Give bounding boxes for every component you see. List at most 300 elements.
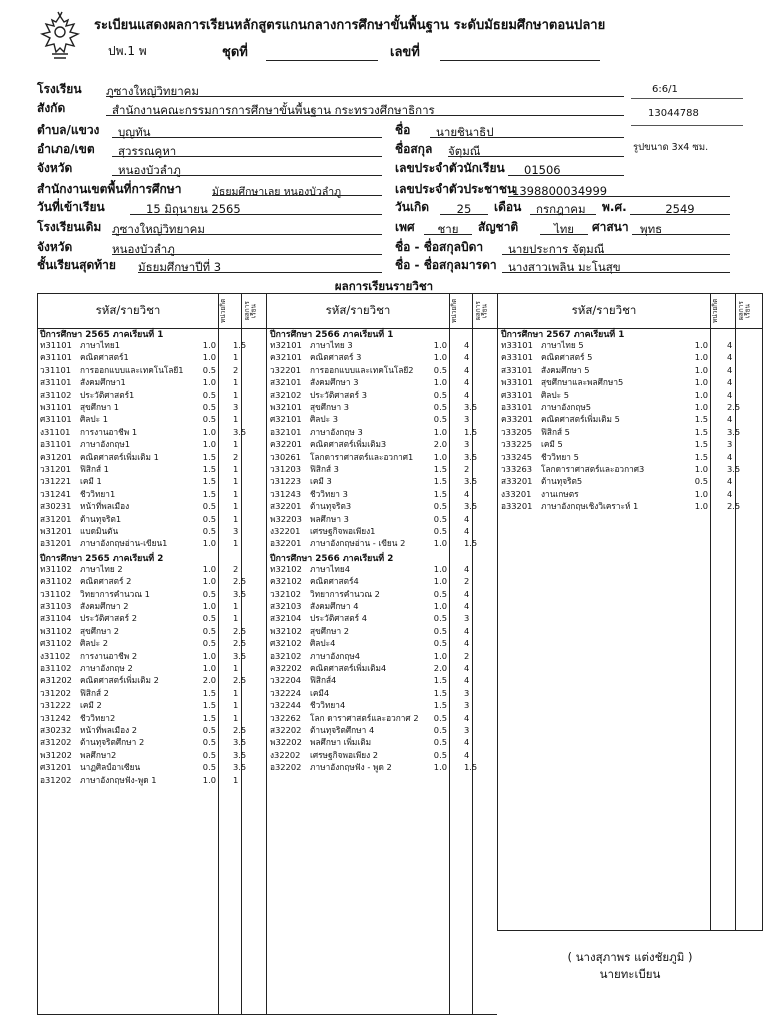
credit-value: 1.5 <box>202 476 216 487</box>
subject-name: สังคมศึกษา 3 <box>310 377 359 388</box>
mother-field: นางสาวเพลิน มะโนสุข <box>502 256 730 273</box>
subject-name: เคมี 3 <box>310 476 332 487</box>
subject-name: ภาษาอังกฤษอ่าน-เขียน1 <box>80 538 168 549</box>
document-title: ระเบียนแสดงผลการเรียนหลักสูตรแกนกลางการศึกษาขั้นพื้นฐาน ระดับมัธยมศึกษาตอนปลาย <box>94 18 606 33</box>
subject-row <box>38 438 758 450</box>
grade-value: 3 <box>464 414 470 425</box>
subject-code: ส31202 <box>40 737 72 748</box>
credit-value: 1.5 <box>433 464 447 474</box>
grade-value: 2.5 <box>233 576 247 587</box>
subject-code: ว30261 <box>270 451 302 462</box>
credit-value: 1.0 <box>433 426 447 437</box>
credit-value: 0.5 <box>694 476 708 487</box>
credit-value: 0.5 <box>202 749 216 760</box>
grade-value: 4 <box>464 675 470 686</box>
grade-header: ผลการเรียน <box>243 301 258 321</box>
credit-value: 1.5 <box>433 476 447 487</box>
subject-name: ศิลปะ4 <box>310 638 336 649</box>
grade-value: 3 <box>233 526 239 536</box>
subject-name: ภาษาไทย 3 <box>310 340 353 350</box>
subject-code: ว31242 <box>40 712 72 723</box>
grade-value: 1 <box>233 389 239 400</box>
subject-row <box>38 588 758 600</box>
credit-value: 0.5 <box>202 638 216 649</box>
credit-value: 1.5 <box>433 488 447 499</box>
term-heading: ปีการศึกษา 2565 ภาคเรียนที่ 1 <box>40 330 164 340</box>
grade-value: 4 <box>464 601 470 611</box>
credit-value: 1.0 <box>433 451 447 462</box>
grade-value: 3.5 <box>233 588 247 599</box>
subject-name: ศิลปะ 1 <box>80 414 108 425</box>
grade-value: 4 <box>727 488 733 499</box>
subject-name: การงานอาชีพ 1 <box>80 426 138 437</box>
subject-name: การออกแบบและเทคโนโลยี2 <box>310 364 414 375</box>
credit-value: 1.0 <box>694 488 708 499</box>
grade-value: 3.5 <box>233 650 247 661</box>
subject-name: ศิลปะ 5 <box>541 389 569 400</box>
subject-code: ศ31102 <box>40 638 72 649</box>
photo-box-line <box>631 98 743 99</box>
subject-code: ว33263 <box>501 464 533 474</box>
grade-value: 4 <box>464 364 470 375</box>
grade-value: 2.5 <box>233 625 247 636</box>
grade-value: 4 <box>464 389 470 400</box>
grade-value: 3.5 <box>233 762 247 773</box>
subject-name: แบดมินตัน <box>80 526 119 536</box>
subject-code: ส33101 <box>501 364 533 375</box>
subject-code: ส33201 <box>501 476 533 487</box>
subject-name: ต้านทุจริตศึกษา 4 <box>310 725 375 735</box>
photo-box-line2 <box>631 125 743 126</box>
subject-name: คณิตศาสตร์เพิ่มเติม4 <box>310 663 387 673</box>
subject-code: ค31201 <box>40 451 72 462</box>
subject-row <box>38 612 758 624</box>
subject-row <box>38 525 758 537</box>
subject-name: คณิตศาสตร์เพิ่มเติม3 <box>310 439 387 450</box>
credit-value: 1.0 <box>694 352 708 363</box>
subject-name: ภาษาอังกฤษ1 <box>80 439 131 450</box>
subject-name: โลกดาราศาสตร์และอวกาศ3 <box>541 464 645 474</box>
subject-code: อ31101 <box>40 439 72 450</box>
subject-code: ส32103 <box>270 601 302 611</box>
subject-row <box>38 426 758 438</box>
grade-value: 3.5 <box>464 402 478 412</box>
grade-value: 1 <box>233 601 239 611</box>
grade-value: 3 <box>233 402 239 412</box>
subject-code: ว33225 <box>501 439 533 450</box>
birth-month-label: เดือน <box>494 200 522 214</box>
subject-row <box>38 600 758 612</box>
grade-value: 1 <box>233 501 239 512</box>
grade-value: 2.5 <box>233 638 247 649</box>
number-label: เลขที่ <box>390 45 420 60</box>
subject-code: พ33101 <box>501 377 533 388</box>
subject-name: พลศึกษา 3 <box>310 513 349 524</box>
subject-code: อ32102 <box>270 650 302 661</box>
credit-value: 0.5 <box>433 588 447 599</box>
subject-name: หน้าที่พลเมือง <box>80 501 130 512</box>
mother-label: ชื่อ - ชื่อสกุลมารดา <box>395 258 497 272</box>
subject-row <box>38 513 758 525</box>
grade-value: 1 <box>233 488 239 499</box>
credit-value: 0.5 <box>202 762 216 773</box>
grade-value: 4 <box>464 563 470 574</box>
father-label: ชื่อ - ชื่อสกุลบิดา <box>395 240 484 254</box>
subject-name: ต้านทุจริต5 <box>541 476 583 487</box>
sex-field: ชาย <box>424 218 472 235</box>
prev-province-label: จังหวัด <box>37 240 73 254</box>
subject-code: ว31222 <box>40 700 72 711</box>
subdistrict-label: ตำบล/แขวง <box>37 123 100 137</box>
credit-value: 0.5 <box>433 613 447 624</box>
term-heading: ปีการศึกษา 2567 ภาคเรียนที่ 1 <box>501 330 625 340</box>
subject-name: โลกดาราศาสตร์และอวกาศ1 <box>310 451 414 462</box>
grade-value: 3.5 <box>727 464 741 474</box>
subject-row <box>38 774 758 786</box>
subject-code: ว31201 <box>40 464 72 474</box>
affiliation-field: สำนักงานคณะกรรมการการศึกษาขั้นพื้นฐาน กระทรวงศึกษาธิการ <box>106 99 624 116</box>
subject-code: ง33201 <box>501 488 532 499</box>
subject-name: การงานอาชีพ 2 <box>80 650 138 661</box>
grade-value: 2 <box>233 563 239 574</box>
subject-name: ต้านทุจริต3 <box>310 501 352 512</box>
grade-value: 4 <box>464 625 470 636</box>
subject-code: ว32204 <box>270 675 302 686</box>
grade-value: 4 <box>464 588 470 599</box>
surname-field: จัตุมณี <box>448 140 624 157</box>
subdistrict-field: บุญทัน <box>112 121 382 138</box>
grade-value: 4 <box>727 352 733 363</box>
subject-code: อ32201 <box>270 538 302 549</box>
grade-value: 3.5 <box>727 426 741 437</box>
credit-value: 1.0 <box>202 576 216 587</box>
subject-row <box>38 662 758 674</box>
grade-value: 3 <box>464 439 470 450</box>
credit-value: 0.5 <box>433 364 447 375</box>
grade-value: 4 <box>727 414 733 425</box>
grade-value: 3 <box>464 687 470 698</box>
subject-code: ว33245 <box>501 451 533 462</box>
credit-value: 1.5 <box>694 439 708 450</box>
province-field: หนองบัวลำภู <box>112 159 382 176</box>
grade-value: 4 <box>727 389 733 400</box>
birth-day-field: 25 <box>440 198 488 215</box>
credit-value: 0.5 <box>433 513 447 524</box>
subject-code: ศ32102 <box>270 638 302 649</box>
subject-name: เศรษฐกิจพอเพียง 2 <box>310 749 379 760</box>
credit-header: หน่วยกิต <box>711 298 719 324</box>
subject-row <box>38 475 758 487</box>
subject-name: ฟิสิกส์ 5 <box>541 426 570 437</box>
grade-value: 3.5 <box>233 426 247 437</box>
grade-value: 1 <box>233 613 239 624</box>
grade-value: 1 <box>233 700 239 711</box>
affiliation-label: สังกัด <box>37 101 66 115</box>
header-divider <box>38 328 762 329</box>
subject-header: รหัส/รายวิชา <box>325 303 391 317</box>
subject-name: ภาษาอังกฤษเชิงวิเคราะห์ 1 <box>541 501 639 512</box>
credit-value: 1.5 <box>202 488 216 499</box>
grade-value: 1 <box>233 687 239 698</box>
subject-row <box>38 364 758 376</box>
grade-value: 4 <box>464 737 470 748</box>
subject-code: ส31101 <box>40 377 72 388</box>
credit-value: 0.5 <box>433 712 447 723</box>
subject-code: ง32201 <box>270 526 301 536</box>
subject-row <box>38 761 758 773</box>
credit-value: 0.5 <box>202 625 216 636</box>
subject-code: ท32101 <box>270 340 302 350</box>
subject-code: ง32202 <box>270 749 301 760</box>
credit-value: 0.5 <box>202 501 216 512</box>
subject-row <box>38 376 758 388</box>
subject-name: หน้าที่พลเมือง 2 <box>80 725 138 735</box>
grade-value: 1.5 <box>464 538 478 549</box>
term-heading: ปีการศึกษา 2566 ภาคเรียนที่ 2 <box>270 553 394 564</box>
credit-value: 1.0 <box>433 563 447 574</box>
subject-name: ประวัติศาสตร์ 4 <box>310 613 367 624</box>
grade-value: 4 <box>464 513 470 524</box>
subject-code: ส31201 <box>40 513 72 524</box>
district-field: สุวรรณคูหา <box>112 140 382 157</box>
student-id-field: 01506 <box>508 159 624 176</box>
credit-value: 2.0 <box>433 439 447 450</box>
subject-header: รหัส/รายวิชา <box>95 303 161 317</box>
subject-code: ว32244 <box>270 700 302 711</box>
grade-value: 1 <box>233 476 239 487</box>
subject-name: ต้านทุจริตศึกษา 2 <box>80 737 145 748</box>
subject-code: อ31202 <box>40 774 72 785</box>
subject-name: เคมี 2 <box>80 700 102 711</box>
subject-name: ศิลปะ 2 <box>80 638 108 649</box>
subject-code: ศ33101 <box>501 389 533 400</box>
subject-code: ส32102 <box>270 389 302 400</box>
subject-code: ว32224 <box>270 687 302 698</box>
subject-row <box>38 687 758 699</box>
subject-name: ภาษาไทย 5 <box>541 340 584 350</box>
grade-value: 1 <box>233 712 239 723</box>
grade-value: 4 <box>464 526 470 536</box>
subject-name: ภาษาอังกฤษ4 <box>310 650 361 661</box>
garuda-emblem-icon <box>38 10 82 62</box>
credit-value: 1.0 <box>433 601 447 611</box>
subject-name: ชีววิทยา1 <box>80 488 116 499</box>
subject-name: ฟิสิกส์4 <box>310 675 337 686</box>
subject-code: ว31241 <box>40 488 72 499</box>
credit-value: 1.5 <box>202 451 216 462</box>
grade-value: 2 <box>464 464 470 474</box>
subject-code: ท32102 <box>270 563 302 574</box>
credit-value: 1.0 <box>694 402 708 412</box>
subject-code: พ31101 <box>40 402 72 412</box>
subject-name: ต้านทุจริต1 <box>80 513 122 524</box>
subject-code: พ31102 <box>40 625 72 636</box>
subject-name: ฟิสิกส์ 2 <box>80 687 109 698</box>
grade-value: 4 <box>464 377 470 388</box>
subject-name: ภาษาอังกฤษฟัง - พูด 2 <box>310 762 392 773</box>
subject-name: สังคมศึกษา1 <box>80 377 126 388</box>
subject-code: ค32201 <box>270 439 302 450</box>
set-value-field <box>266 43 378 61</box>
subject-name: วิทยาการคำนวณ 1 <box>80 588 150 599</box>
credit-value: 0.5 <box>433 501 447 512</box>
subject-header: รหัส/รายวิชา <box>571 303 637 317</box>
credit-value: 1.0 <box>433 377 447 388</box>
credit-value: 1.5 <box>433 700 447 711</box>
subject-code: ง31101 <box>40 426 71 437</box>
subject-row <box>38 637 758 649</box>
subject-name: สุขศึกษา 3 <box>310 402 350 412</box>
grade-value: 1 <box>233 439 239 450</box>
credit-value: 1.0 <box>433 538 447 549</box>
signature-box <box>497 930 763 1016</box>
credit-header: หน่วยกิต <box>450 298 458 324</box>
credit-value: 1.0 <box>433 762 447 773</box>
grade-value: 4 <box>727 451 733 462</box>
grade-value: 4 <box>464 749 470 760</box>
subject-code: ค31202 <box>40 675 72 686</box>
entry-date-label: วันที่เข้าเรียน <box>37 200 105 214</box>
subject-code: ส32202 <box>270 725 302 735</box>
credit-value: 1.0 <box>433 352 447 363</box>
grade-value: 2.5 <box>727 501 741 512</box>
subject-name: ภาษาอังกฤษ 2 <box>80 663 133 673</box>
subject-code: ศ31201 <box>40 762 72 773</box>
credit-value: 1.5 <box>694 451 708 462</box>
credit-value: 1.0 <box>202 650 216 661</box>
credit-value: 1.5 <box>202 464 216 474</box>
subject-name: คณิตศาสตร์1 <box>80 352 129 363</box>
subject-code: ว32262 <box>270 712 302 723</box>
subject-name: ชีววิทยา2 <box>80 712 116 723</box>
credit-value: 0.5 <box>202 402 216 412</box>
subject-name: การออกแบบและเทคโนโลยี1 <box>80 364 184 375</box>
subject-code: ว31101 <box>40 364 72 375</box>
subject-name: ภาษาอังกฤษ 3 <box>310 426 363 437</box>
subject-name: เคมี 1 <box>80 476 102 487</box>
credit-value: 0.5 <box>433 526 447 536</box>
grade-value: 3.5 <box>464 476 478 487</box>
subject-code: ว31221 <box>40 476 72 487</box>
grade-value: 2.5 <box>233 725 247 735</box>
subject-name: เคมี 5 <box>541 439 563 450</box>
subject-code: ท31101 <box>40 340 72 350</box>
grade-value: 1 <box>233 774 239 785</box>
subject-name: สังคมศึกษา 5 <box>541 364 590 375</box>
subject-name: ภาษาอังกฤษอ่าน - เขียน 2 <box>310 538 406 549</box>
subject-code: ค32202 <box>270 663 302 673</box>
subject-name: คณิตศาสตร์เพิ่มเติม 5 <box>541 414 620 425</box>
grade-value: 1 <box>233 352 239 363</box>
credit-value: 1.0 <box>202 601 216 611</box>
subject-row <box>38 712 758 724</box>
credit-value: 1.5 <box>202 712 216 723</box>
credit-value: 1.0 <box>433 576 447 587</box>
subject-code: อ33101 <box>501 402 533 412</box>
nationality-field: ไทย <box>540 218 588 235</box>
grade-value: 3.5 <box>464 451 478 462</box>
credit-value: 1.0 <box>202 563 216 574</box>
religion-label: ศาสนา <box>592 220 629 234</box>
subject-name: วิทยาการคำนวณ 2 <box>310 588 380 599</box>
results-table <box>37 293 763 1015</box>
subject-row <box>38 724 758 736</box>
grade-value: 1 <box>233 377 239 388</box>
subject-code: ว31223 <box>270 476 302 487</box>
credit-value: 1.0 <box>202 439 216 450</box>
subject-name: ภาษาไทย4 <box>310 563 351 574</box>
subject-name: คณิตศาสตร์เพิ่มเติม 1 <box>80 451 159 462</box>
district-label: อำเภอ/เขต <box>37 142 95 156</box>
subject-code: ศ31101 <box>40 414 72 425</box>
entry-date-field: 15 มิถุนายน 2565 <box>130 198 382 215</box>
credit-value: 0.5 <box>202 737 216 748</box>
name-label: ชื่อ <box>395 123 411 137</box>
grade-value: 4 <box>727 377 733 388</box>
set-label: ชุดที่ <box>222 45 248 60</box>
grade-value: 4 <box>727 476 733 487</box>
subject-code: พ32102 <box>270 625 302 636</box>
subject-code: ว33205 <box>501 426 533 437</box>
grade-value: 2 <box>233 364 239 375</box>
grade-value: 1 <box>233 464 239 474</box>
subject-code: ส32201 <box>270 501 302 512</box>
grade-value: 2 <box>464 576 470 587</box>
grade-value: 1.5 <box>464 762 478 773</box>
credit-value: 1.0 <box>202 352 216 363</box>
credit-value: 1.0 <box>433 340 447 350</box>
number-value-field <box>440 43 600 61</box>
subject-code: ส32104 <box>270 613 302 624</box>
prev-school-field: ภูซางใหญ่วิทยาคม <box>112 218 382 235</box>
subject-code: อ32101 <box>270 426 302 437</box>
results-title: ผลการเรียนรายวิชา <box>334 279 434 293</box>
credit-value: 0.5 <box>433 725 447 735</box>
subject-name: ภาษาอังกฤษ5 <box>541 402 592 412</box>
subject-code: ส31103 <box>40 601 72 611</box>
subject-row <box>38 537 758 549</box>
subject-name: งานเกษตร <box>541 488 579 499</box>
subject-name: ประวัติศาสตร์ 2 <box>80 613 137 624</box>
subject-row <box>38 401 758 413</box>
credit-value: 0.5 <box>202 526 216 536</box>
grade-value: 4 <box>464 638 470 649</box>
subject-row <box>38 650 758 662</box>
subject-name: นาฏศิลป์อาเซียน <box>80 762 141 773</box>
corner-id: 13044788 <box>648 108 699 119</box>
credit-value: 1.0 <box>694 464 708 474</box>
subject-name: สุขศึกษา 2 <box>80 625 120 636</box>
subject-row <box>38 736 758 748</box>
form-code: ปพ.1 พ <box>108 44 147 58</box>
subject-name: เคมี4 <box>310 687 330 698</box>
credit-value: 0.5 <box>433 625 447 636</box>
term-heading: ปีการศึกษา 2566 ภาคเรียนที่ 1 <box>270 330 394 340</box>
subject-name: เศรษฐกิจพอเพียง1 <box>310 526 376 536</box>
last-level-field: มัธยมศึกษาปีที่ 3 <box>138 256 382 273</box>
subject-row <box>38 563 758 575</box>
subject-code: ค31102 <box>40 576 72 587</box>
credit-value: 1.0 <box>202 426 216 437</box>
birth-year-field: 2549 <box>630 198 730 215</box>
grade-value: 1.5 <box>464 426 478 437</box>
credit-value: 1.5 <box>202 700 216 711</box>
school-label: โรงเรียน <box>37 82 82 96</box>
birth-year-label: พ.ศ. <box>602 200 627 214</box>
credit-value: 0.5 <box>433 389 447 400</box>
birth-day-label: วันเกิด <box>395 200 430 214</box>
subject-row <box>38 488 758 500</box>
